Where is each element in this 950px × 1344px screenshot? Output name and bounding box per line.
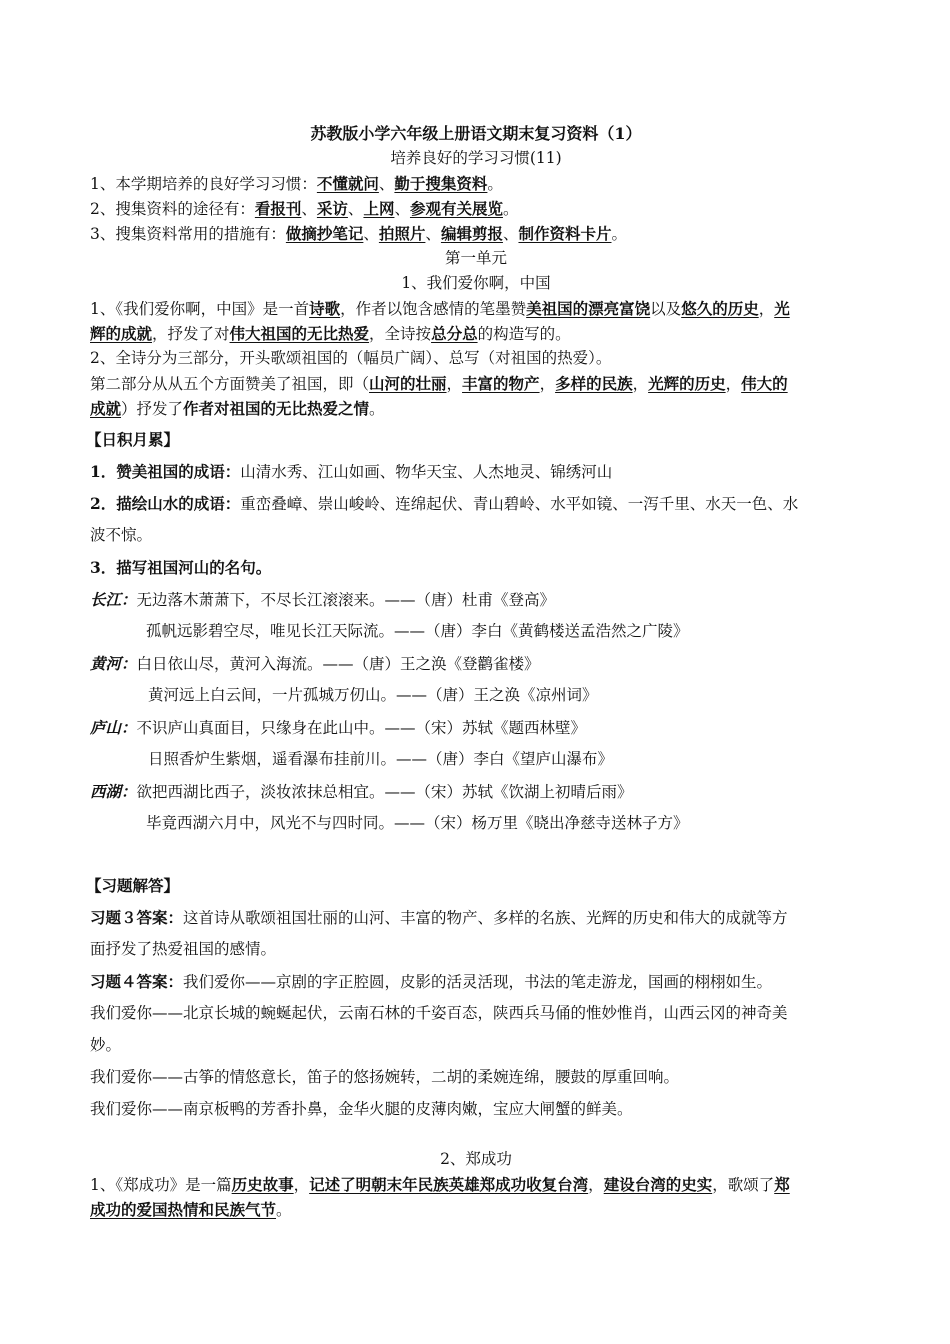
poem-line: 日照香炉生紫烟，遥看瀑布挂前川。——（唐）李白《望庐山瀑布》 [148,750,614,768]
lesson-1-para-3-line-1 [90,376,788,393]
answer-3-line-1 [90,910,788,927]
text: ， [539,375,556,393]
text: ， [588,1176,604,1194]
lesson-1-para-3-line-2 [90,401,385,418]
key-term: 诗歌 [309,299,341,318]
text: ， [725,375,742,393]
key-term: 拍照片 [378,224,426,243]
text: 、 [301,200,317,218]
poem-place-3 [90,720,586,737]
answer-label: 习题４答案： [90,972,184,991]
text: 3、搜集资料常用的措施有： [90,225,286,243]
text: 山清水秀、江山如画、物华天宝、人杰地灵、锦绣河山 [240,463,613,481]
place-label: 长江： [90,590,137,609]
key-term: 山河的壮丽 [369,374,447,393]
lesson-1-heading: 1、我们爱你啊，中国 [401,274,551,292]
lesson-2-para-line-2 [90,1202,292,1219]
text: 、 [394,200,410,218]
habits-line-1 [90,176,503,193]
text: 。 [276,1201,292,1219]
page-title: 苏教版小学六年级上册语文期末复习资料（1） [310,124,642,143]
text: 、 [363,225,379,243]
key-term: 不懂就问 [316,174,379,193]
key-term: 采访 [316,199,348,218]
poem-line: 无边落木萧萧下，不尽长江滚滚来。——（唐）杜甫《登高》 [136,591,556,609]
key-term: 作者对祖国的无比热爱之情 [183,399,370,418]
text: ， [758,300,775,318]
text: ， [446,375,463,393]
key-term: 编辑剪报 [440,224,503,243]
answer-label: 习题３答案： [90,908,184,927]
key-term: 成就 [90,399,122,418]
text: 。 [487,175,503,193]
accumulation-item-2-line-1 [90,496,798,513]
poem-line: 白日依山尽，黄河入海流。——（唐）王之涣《登鹳雀楼》 [136,655,540,673]
key-term: 伟大的 [741,374,788,393]
key-term: 多样的民族 [555,374,633,393]
key-term: 制作资料卡片 [518,224,612,243]
answer-4-row: 我们爱你——南京板鸭的芳香扑鼻，金华火腿的皮薄肉嫩，宝应大闸蟹的鲜美。 [90,1100,633,1118]
key-term: 光 [774,299,790,318]
place-label: 黄河： [90,654,137,673]
answer-4-row: 我们爱你——北京长城的蜿蜒起伏，云南石林的千姿百态，陕西兵马俑的惟妙惟肖，山西云冈的神奇美 [90,1004,788,1022]
text: 这首诗从歌颂祖国壮丽的山河、丰富的物产、多样的名族、光辉的历史和伟大的成就等方 [183,909,788,927]
poem-line: 不识庐山真面目，只缘身在此山中。——（宋）苏轼《题西林壁》 [136,719,587,737]
text: 、 [502,225,519,243]
poem-place-1 [90,592,555,609]
key-term: 勤于搜集资料 [394,174,488,193]
lesson-2-heading: 2、郑成功 [440,1150,512,1168]
text: 、 [347,200,364,218]
text: 以及 [650,300,682,318]
accumulation-heading: 【日积月累】 [86,430,180,449]
key-term: 记述了明朝末年民族英雄郑成功收复台湾 [309,1175,589,1194]
text: ，抒发了对 [152,325,230,343]
text: 、 [378,175,395,193]
text: 2、搜集资料的途径有： [90,200,255,218]
text: 我们爱你——京剧的字正腔圆，皮影的活灵活现，书法的笔走游龙，国画的栩栩如生。 [183,973,773,991]
key-term: 总分总 [431,324,478,343]
key-term: 伟大祖国的无比热爱 [229,324,370,343]
poem-line: 黄河远上白云间，一片孤城万仞山。——（唐）王之涣《凉州词》 [148,686,598,704]
key-term: 参观有关展览 [409,199,503,218]
text: 、 [425,225,441,243]
lesson-1-para-1-line-1 [90,301,790,318]
accumulation-item-2-line-2: 波不惊。 [90,526,153,544]
habits-heading: 培养良好的学习习惯(11) [390,149,562,167]
answer-3-line-2: 面抒发了热爱祖国的感情。 [90,940,277,958]
key-term: 看报刊 [254,199,302,218]
text: ， [293,1176,310,1194]
text: 重峦叠嶂、崇山峻岭、连绵起伏、青山碧岭、水平如镜、一泻千里、水天一色、水 [240,495,799,513]
text: ）抒发了 [121,400,184,418]
poem-line: 毕竟西湖六月中，风光不与四时同。——（宋）杨万里《晓出净慈寺送林子方》 [146,814,689,832]
poem-line: 欲把西湖比西子，淡妆浓抹总相宜。——（宋）苏轼《饮湖上初晴后雨》 [136,783,633,801]
key-term: 建设台湾的史实 [603,1175,713,1194]
lesson-2-para-line-1 [90,1177,790,1194]
poem-place-2 [90,656,540,673]
text: 的构造写的。 [477,325,571,343]
key-term: 上网 [363,199,395,218]
key-term: 悠久的历史 [681,299,759,318]
answer-4-row: 妙。 [90,1036,122,1054]
key-term: 美祖国的漂亮富饶 [526,299,651,318]
text: ，歌颂了 [712,1176,775,1194]
key-term: 郑 [774,1175,790,1194]
text: ，全诗按 [369,325,432,343]
text: 。 [369,400,385,418]
habits-line-3 [90,226,627,243]
text: ， [632,375,649,393]
answer-4 [90,974,772,991]
lesson-1-para-2: 2、全诗分为三部分，开头歌颂祖国的（幅员广阔）、总写（对祖国的热爱）。 [90,349,612,367]
answer-4-row: 我们爱你——古筝的情悠意长，笛子的悠扬婉转，二胡的柔婉连绵，腰鼓的厚重回响。 [90,1068,680,1086]
habits-line-2 [90,201,519,218]
key-term: 历史故事 [231,1175,294,1194]
place-label: 西湖： [90,782,137,801]
text: 第二部分从从五个方面赞美了祖国，即（ [90,375,370,393]
item-label: 2．描绘山水的成语： [90,494,241,513]
text: ，作者以饱含感情的笔墨赞 [340,300,527,318]
poem-place-4 [90,784,633,801]
text: 。 [611,225,627,243]
key-term: 丰富的物产 [462,374,540,393]
key-term: 做摘抄笔记 [285,224,364,243]
text: 1、《郑成功》是一篇 [90,1176,232,1194]
text: 。 [502,200,519,218]
key-term: 光辉的历史 [648,374,726,393]
accumulation-item-3: 3．描写祖国河山的名句。 [90,558,272,577]
item-label: 1．赞美祖国的成语： [90,462,241,481]
lesson-1-para-1-line-2 [90,326,571,343]
key-term: 成功的爱国热情和民族气节 [90,1200,277,1219]
text: 1、《我们爱你啊，中国》是一首 [90,300,310,318]
accumulation-item-1 [90,464,612,481]
unit-heading: 第一单元 [444,249,507,267]
text: 1、本学期培养的良好学习习惯： [90,175,317,193]
key-term: 辉的成就 [90,324,153,343]
answers-heading: 【习题解答】 [86,876,180,895]
poem-line: 孤帆远影碧空尽，唯见长江天际流。——（唐）李白《黄鹤楼送孟浩然之广陵》 [146,622,689,640]
place-label: 庐山： [90,718,137,737]
